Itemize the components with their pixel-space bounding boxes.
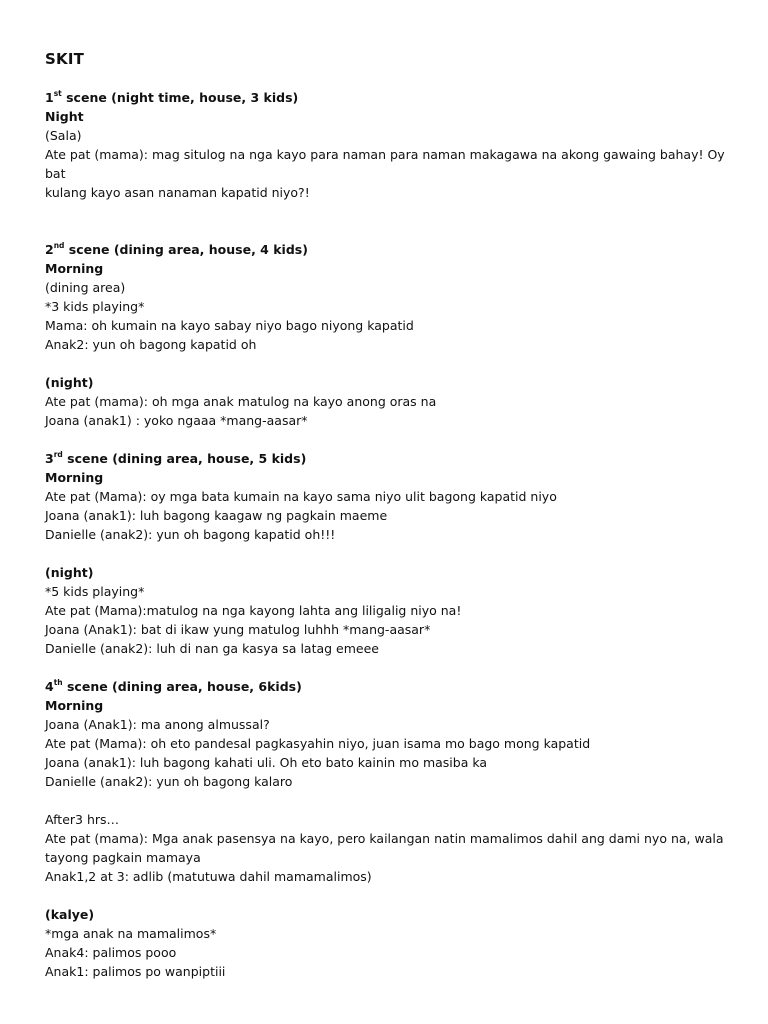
dialogue-line: Anak4: palimos pooo bbox=[45, 945, 177, 960]
scene-2-heading: 2nd scene (dining area, house, 4 kids) bbox=[45, 240, 308, 257]
dialogue-line: Danielle (anak2): yun oh bagong kalaro bbox=[45, 774, 293, 789]
stage-direction: *3 kids playing* bbox=[45, 299, 145, 314]
scene-1-heading: 1st scene (night time, house, 3 kids) bbox=[45, 88, 299, 105]
time-label: Night bbox=[45, 109, 84, 124]
scene-3-heading: 3rd scene (dining area, house, 5 kids) bbox=[45, 449, 307, 466]
dialogue-line: Ate pat (Mama):matulog na nga kayong lahta ang liligalig niyo na! bbox=[45, 603, 462, 618]
skit-content bbox=[45, 88, 735, 981]
document-title: SKIT bbox=[45, 50, 85, 68]
dialogue-line: Ate pat (Mama): oh eto pandesal pagkasyahin niyo, juan isama mo bago mong kapatid bbox=[45, 736, 591, 751]
dialogue-line: Anak1,2 at 3: adlib (matutuwa dahil mamamalimos) bbox=[45, 869, 372, 884]
dialogue-line: Ate pat (mama): oh mga anak matulog na kayo anong oras na bbox=[45, 394, 437, 409]
dialogue-line: Ate pat (mama): Mga anak pasensya na kayo, pero kailangan natin mamalimos dahil ang dami nyo na, wala bbox=[45, 831, 724, 846]
dialogue-line: Joana (anak1): luh bagong kaagaw ng pagkain maeme bbox=[45, 508, 388, 523]
dialogue-line: Danielle (anak2): luh di nan ga kasya sa latag emeee bbox=[45, 641, 379, 656]
scene-4-heading: 4th scene (dining area, house, 6kids) bbox=[45, 677, 302, 694]
time-label: Morning bbox=[45, 261, 104, 276]
dialogue-line: kulang kayo asan nanaman kapatid niyo?! bbox=[45, 185, 310, 200]
stage-direction: *5 kids playing* bbox=[45, 584, 145, 599]
dialogue-line: Joana (anak1) : yoko ngaaa *mang-aasar* bbox=[45, 413, 308, 428]
dialogue-line: tayong pagkain mamaya bbox=[45, 850, 201, 865]
after-label: After3 hrs… bbox=[45, 812, 120, 827]
time-label: Morning bbox=[45, 470, 104, 485]
dialogue-line: Joana (anak1): luh bagong kahati uli. Oh eto bato kainin mo masiba ka bbox=[45, 755, 488, 770]
night-label: (night) bbox=[45, 565, 94, 580]
location-line: (Sala) bbox=[45, 128, 82, 143]
dialogue-line: Joana (Anak1): bat di ikaw yung matulog luhhh *mang-aasar* bbox=[45, 622, 431, 637]
dialogue-line: Ate pat (mama): mag situlog na nga kayo para naman para naman makagawa na akong gawaing bahay! Oy bat bbox=[45, 147, 729, 181]
stage-direction: *mga anak na mamalimos* bbox=[45, 926, 217, 941]
time-label: Morning bbox=[45, 698, 104, 713]
dialogue-line: Joana (Anak1): ma anong almussal? bbox=[45, 717, 270, 732]
dialogue-line: Anak1: palimos po wanpiptiii bbox=[45, 964, 226, 979]
dialogue-line: Danielle (anak2): yun oh bagong kapatid oh!!! bbox=[45, 527, 336, 542]
dialogue-line: Anak2: yun oh bagong kapatid oh bbox=[45, 337, 257, 352]
dialogue-line: Mama: oh kumain na kayo sabay niyo bago niyong kapatid bbox=[45, 318, 414, 333]
location-line: (dining area) bbox=[45, 280, 126, 295]
dialogue-line: Ate pat (Mama): oy mga bata kumain na kayo sama niyo ulit bagong kapatid niyo bbox=[45, 489, 557, 504]
night-label: (night) bbox=[45, 375, 94, 390]
street-label: (kalye) bbox=[45, 907, 95, 922]
